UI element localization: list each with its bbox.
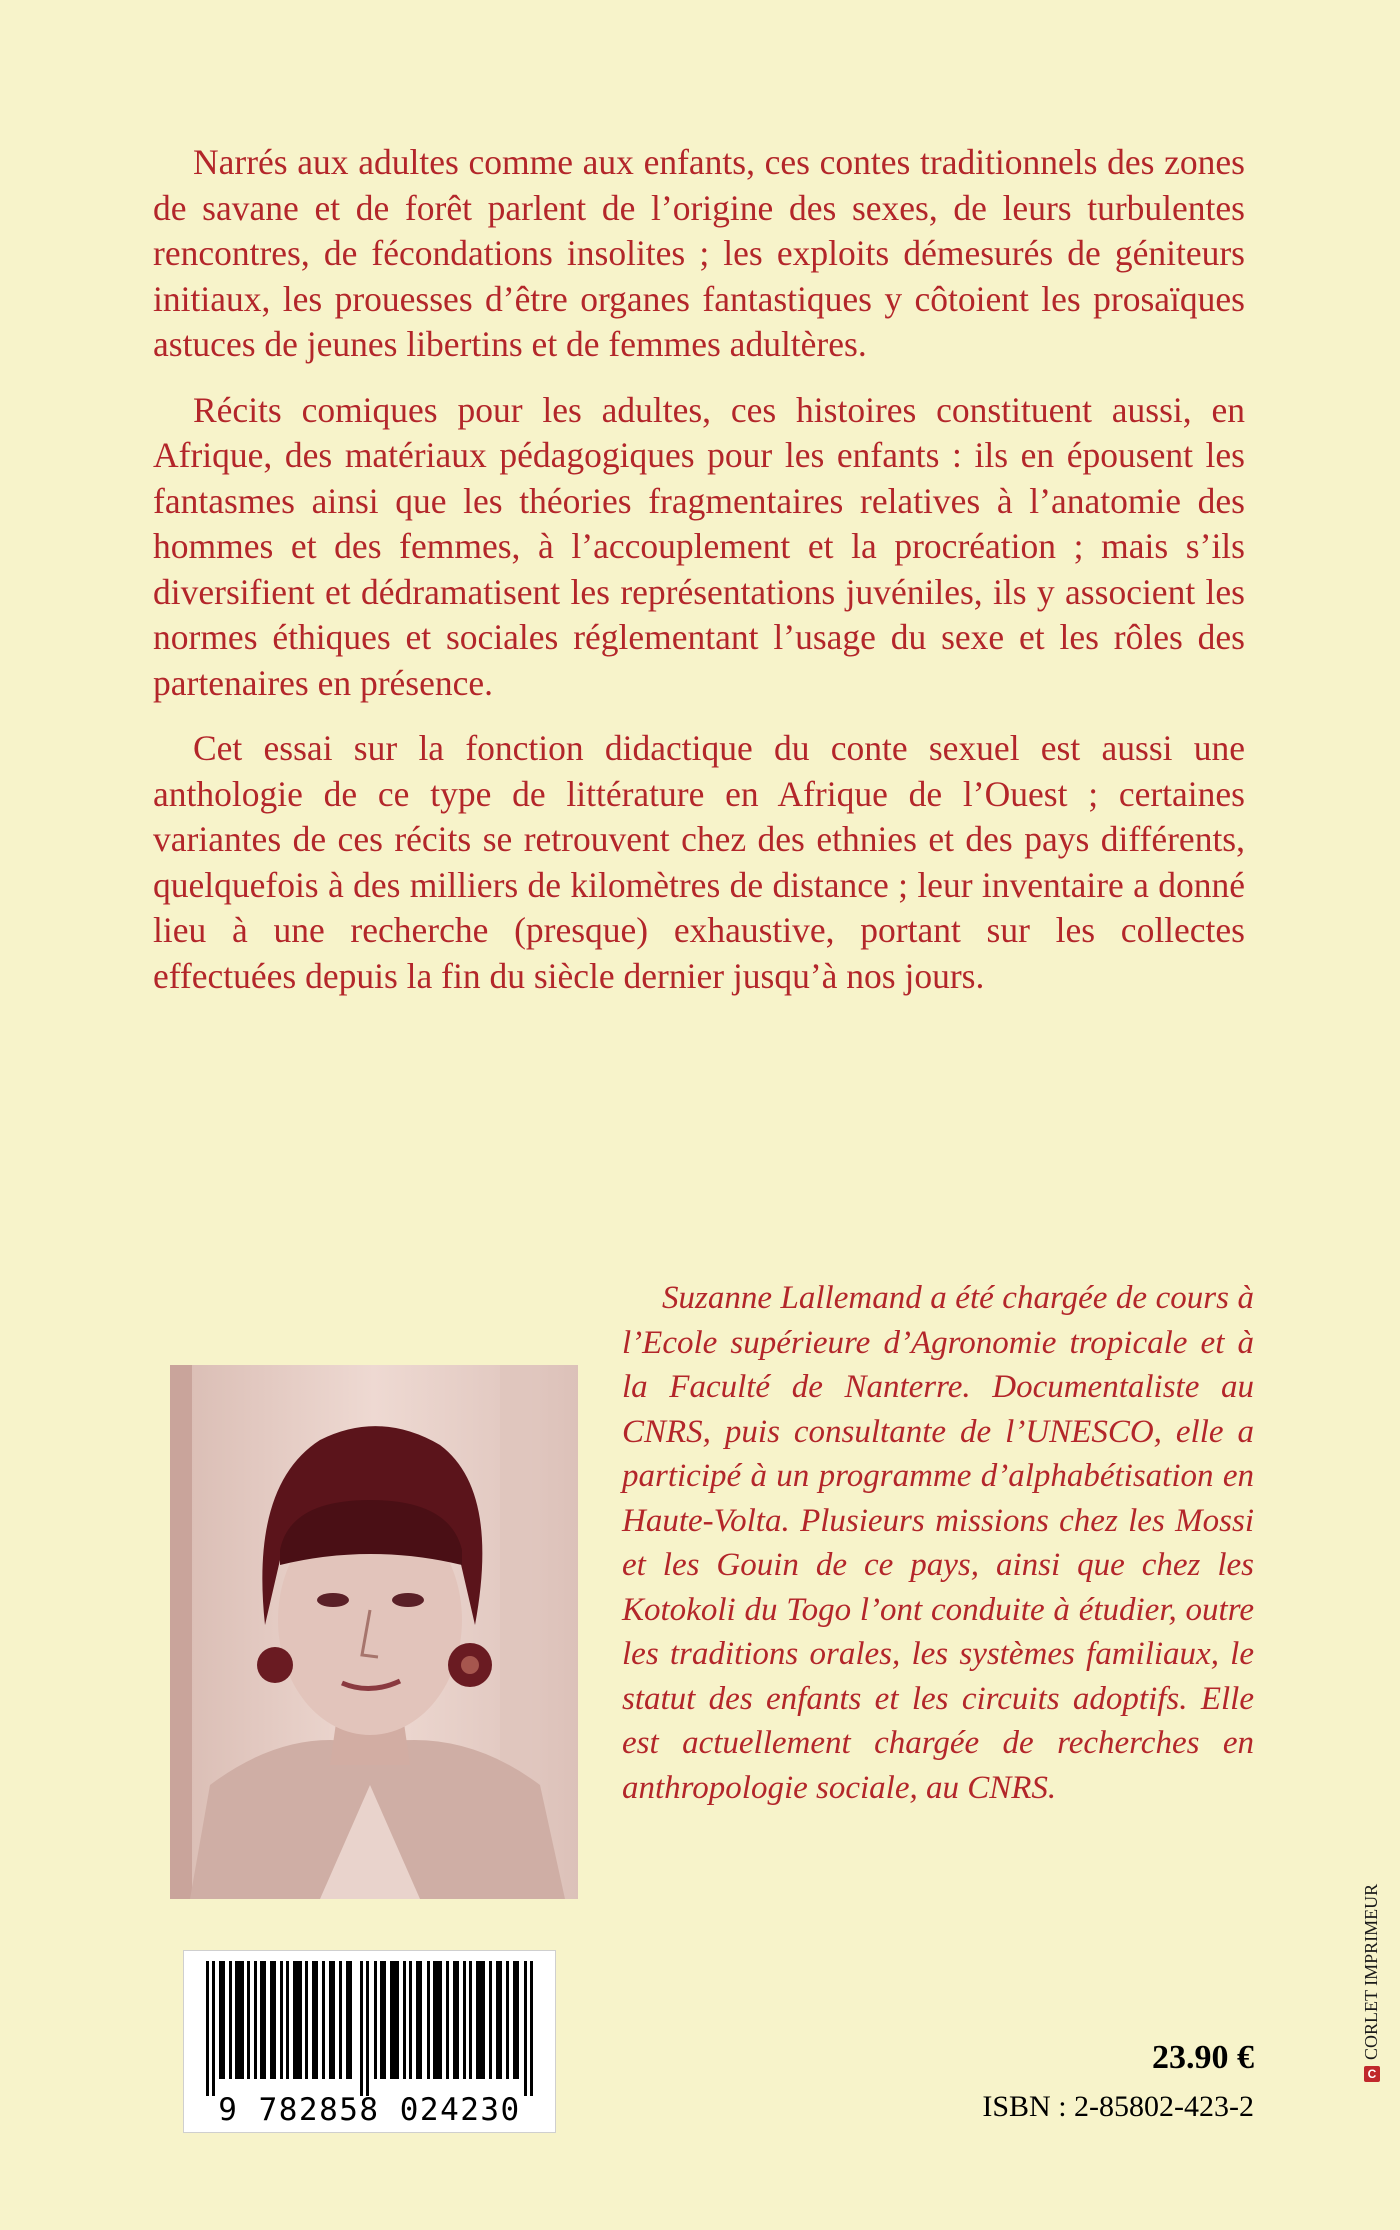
price: 23.90 €	[1152, 2039, 1254, 2076]
author-bio-text: Suzanne Lallemand a été chargée de cours à l’Ecole supérieure d’Agronomie tropicale et à la Faculté de Nanterre. Documentaliste au CNRS, puis consultante de l’UNESCO, elle a participé à un programme d’alphabétisation en Haute-Volta. Plusieurs missions chez les Mossi et les Gouin de ce pays, ainsi que chez les Kotokoli du Togo l’ont conduite à étudier, outre les traditions orales, les systèmes familiaux, le statut des enfants et les circuits adoptifs. Elle est actuellement chargée de recherches en anthropologie sociale, au CNRS.	[622, 1280, 1254, 1806]
barcode-digits: 9 782858 024230	[218, 2092, 521, 2128]
printer-logo-icon: C	[1364, 2066, 1380, 2082]
isbn: ISBN : 2-85802-423-2	[982, 2090, 1254, 2123]
author-biography	[622, 1276, 1254, 1810]
barcode-bars	[184, 1951, 557, 2096]
barcode	[183, 1950, 556, 2133]
author-portrait	[170, 1365, 578, 1899]
author-photo	[170, 1365, 578, 1899]
printer-credit	[1361, 1884, 1382, 2082]
book-summary	[153, 140, 1245, 1019]
summary-paragraph-3: Cet essai sur la fonction didactique du conte sexuel est aussi une anthologie de ce type de littérature en Afrique de l’Ouest ; certaines variantes de ces récits se retrouvent chez des ethnies et des pays différents, quelquefois à des milliers de kilomètres de distance ; leur inventaire a donné lieu à une recherche (presque) exhaustive, portant sur les collectes effectuées depuis la fin du siècle dernier jusqu’à nos jours.	[153, 728, 1245, 996]
printer-name: CORLET IMPRIMEUR	[1361, 1883, 1381, 2060]
summary-paragraph-1: Narrés aux adultes comme aux enfants, ces contes traditionnels des zones de savane et de forêt parlent de l’origine des sexes, de leurs turbulentes rencontres, de fécondations insolites ; les exploits démesurés de géniteurs initiaux, les prouesses d’être organes fantastiques y côtoient les prosaïques astuces de jeunes libertins et de femmes adultères.	[153, 142, 1245, 364]
summary-paragraph-2: Récits comiques pour les adultes, ces histoires constituent aussi, en Afrique, des matériaux pédagogiques pour les enfants : ils en épousent les fantasmes ainsi que les théories fragmentaires relatives à l’anatomie des hommes et des femmes, à l’accouplement et la procréation ; mais s’ils diversifient et dédramatisent les représentations juvéniles, ils y associent les normes éthiques et sociales réglementant l’usage du sexe et les rôles des partenaires en présence.	[153, 389, 1245, 703]
